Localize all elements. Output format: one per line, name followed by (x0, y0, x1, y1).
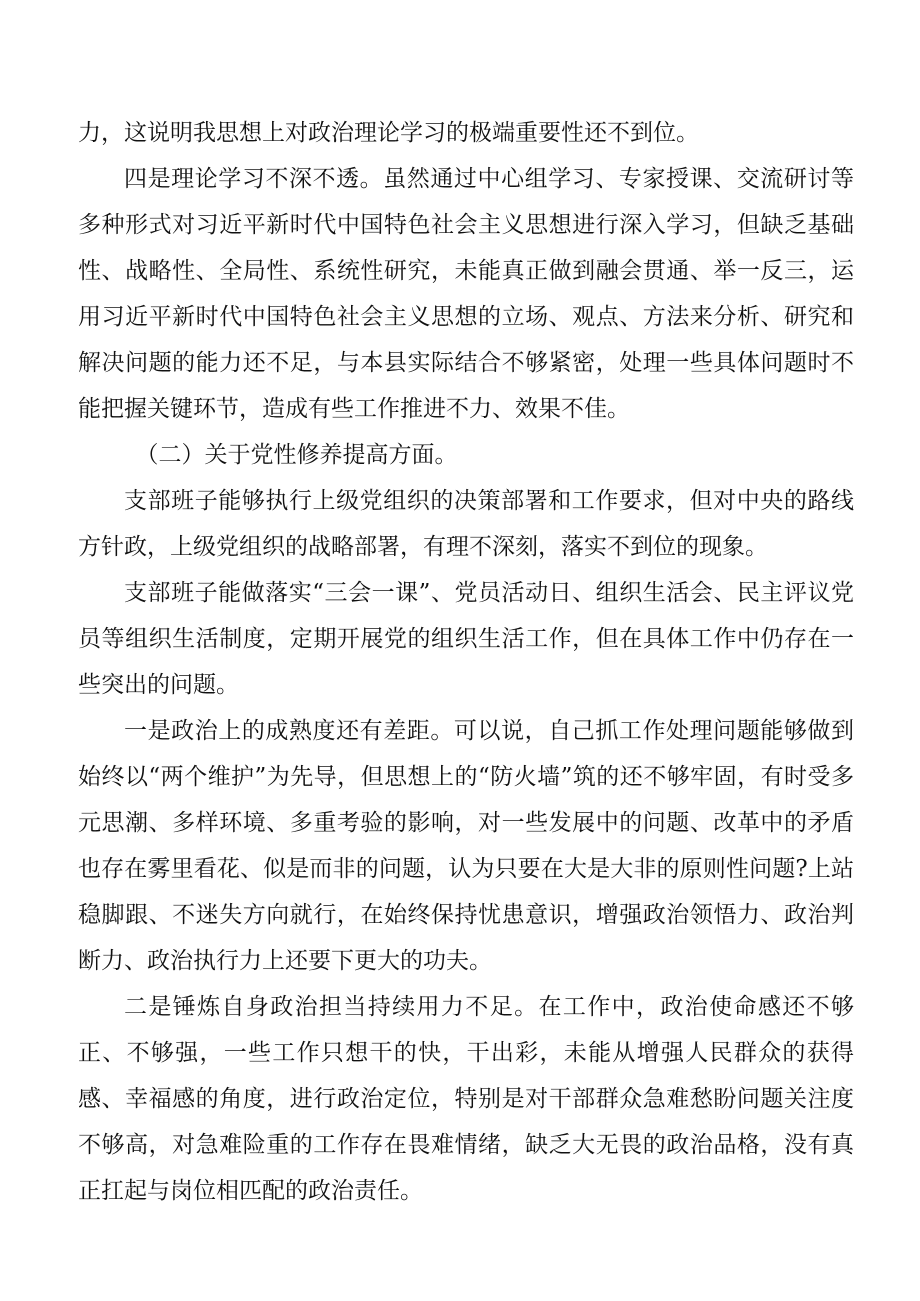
paragraph-continuation: 力，这说明我思想上对政治理论学习的极端重要性还不到位。 (78, 120, 699, 146)
paragraph-point-two: 二是锤炼自身政治担当持续用力不足。在工作中，政治使命感还不够正、不够强，一些工作只想干的快，干出彩，未能从增强人民群众的获得感、幸福感的角度，进行政治定位，特别是对干部群众急难愁盼问题关注度不够高，对急难险重的工作存在畏难情绪，缺乏大无畏的政治品格，没有真正扛起与岗位相匹配的政治责任。 (78, 994, 854, 1204)
paragraph-point-four: 四是理论学习不深不透。虽然通过中心组学习、专家授课、交流研讨等多种形式对习近平新时代中国特色社会主义思想进行深入学习，但缺乏基础性、战略性、全局性、系统性研究，未能真正做到融会贯通、举一反三，运用习近平新时代中国特色社会主义思想的立场、观点、方法来分析、研究和解决问题的能力还不足，与本县实际结合不够紧密，处理一些具体问题时不能把握关键环节，造成有些工作推进不力、效果不佳。 (78, 166, 854, 422)
paragraph-branch-execution: 支部班子能够执行上级党组织的决策部署和工作要求，但对中央的路线方针政，上级党组织的战略部署，有理不深刻，落实不到位的现象。 (78, 488, 854, 560)
section-heading-party-spirit: （二）关于党性修养提高方面。 (135, 442, 458, 468)
paragraph-branch-organization-life: 支部班子能做落实“三会一课”、党员活动日、组织生活会、民主评议党员等组织生活制度，定期开展党的组织生活工作，但在具体工作中仍存在一些突出的问题。 (78, 580, 854, 698)
paragraph-point-one: 一是政治上的成熟度还有差距。可以说，自己抓工作处理问题能够做到始终以“两个维护”为先导，但思想上的“防火墙”筑的还不够牢固，有时受多元思潮、多样环境、多重考验的影响，对一些发展中的问题、改革中的矛盾也存在雾里看花、似是而非的问题，认为只要在大是大非的原则性问题?上站稳脚跟、不迷失方向就行，在始终保持忧患意识，增强政治领悟力、政治判断力、政治执行力上还要下更大的功夫。 (78, 718, 854, 974)
document-body (78, 110, 854, 1214)
